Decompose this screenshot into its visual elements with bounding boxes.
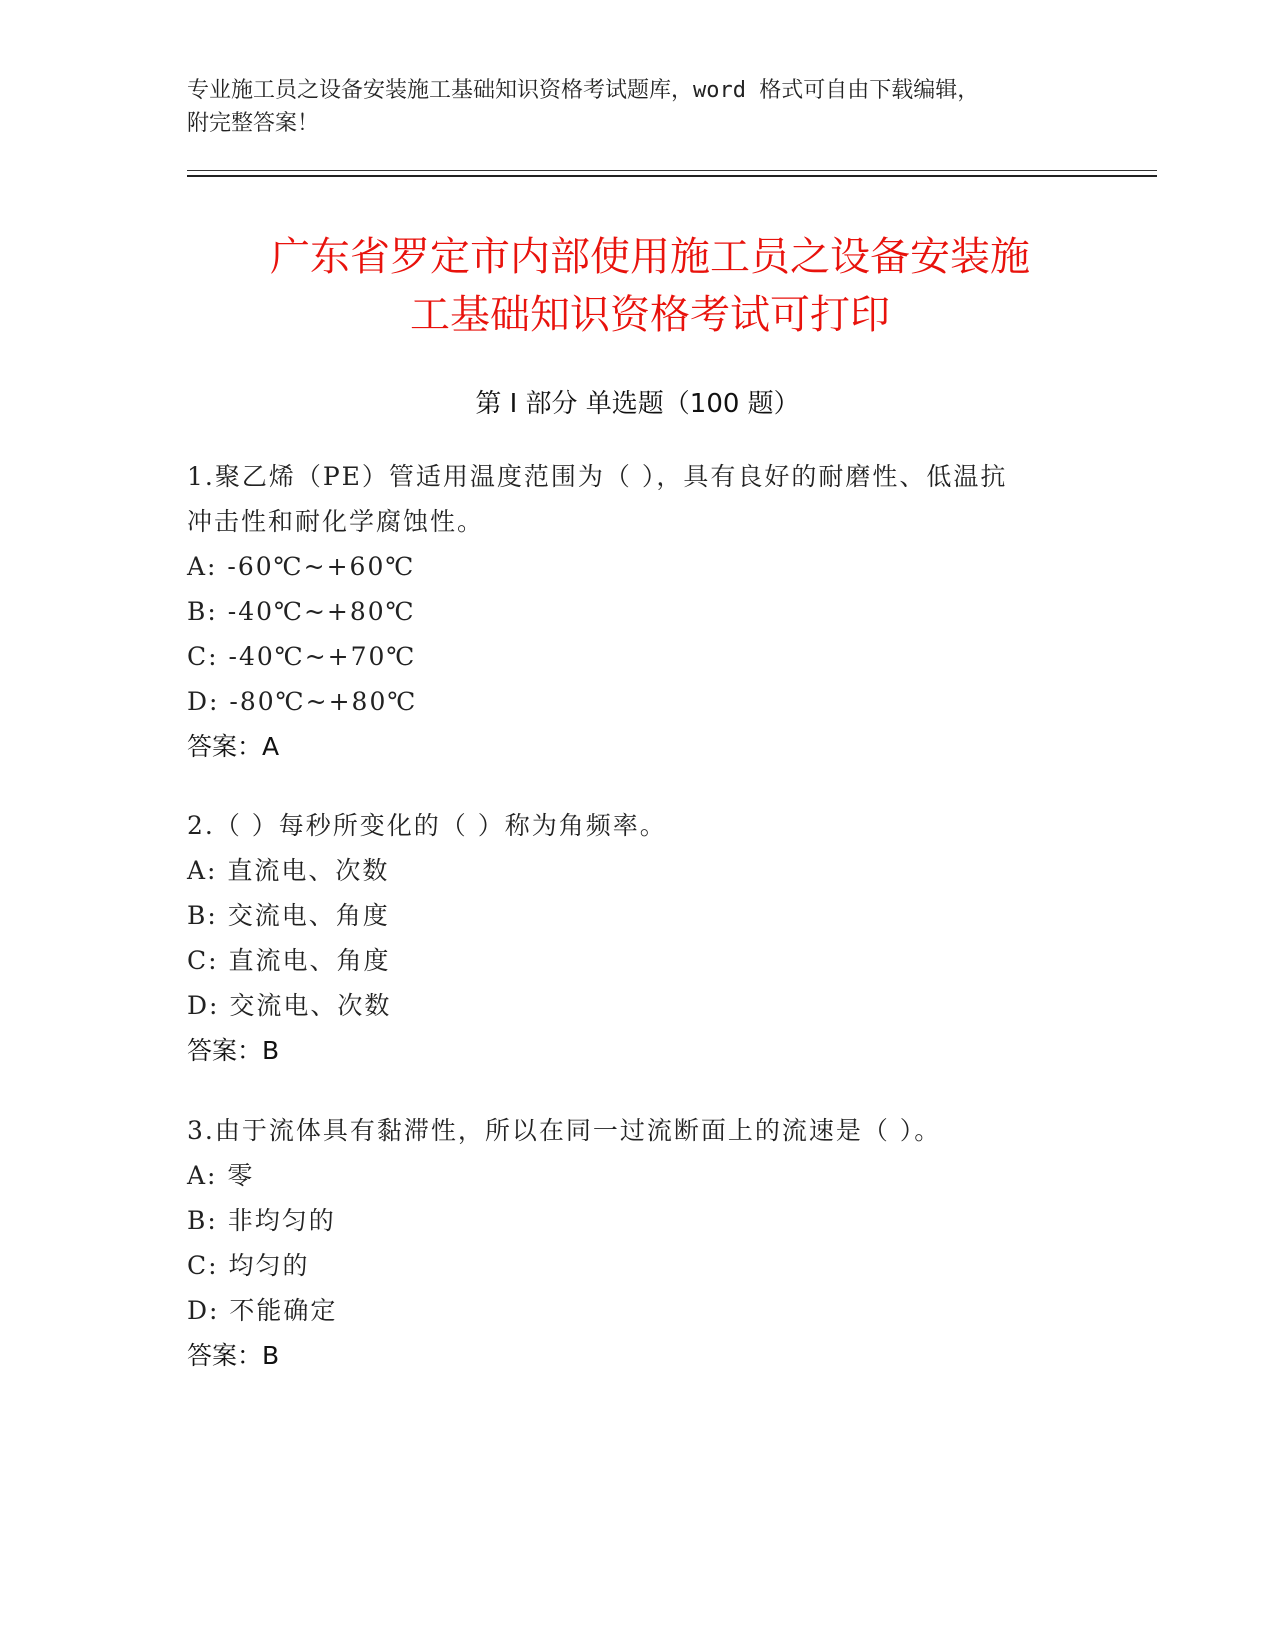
answer: 答案：A (187, 732, 280, 761)
question-text-line: 1.聚乙烯（PE）管适用温度范围为（ ），具有良好的耐磨性、低温抗 (187, 462, 1008, 491)
header-divider-bottom (187, 175, 1157, 177)
question-1 (187, 454, 1087, 769)
header-note (187, 74, 1067, 140)
question-text (187, 454, 1087, 544)
option-d: D: -80℃~+80℃ (187, 687, 418, 716)
question-text-line: 3.由于流体具有黏滞性，所以在同一过流断面上的流速是（ ）。 (187, 1116, 942, 1145)
question-text (187, 803, 1087, 848)
option-c: C: 直流电、角度 (187, 946, 391, 975)
option-c: C: 均匀的 (187, 1251, 310, 1280)
option-b: B: -40℃~+80℃ (187, 597, 416, 626)
option-b: B: 交流电、角度 (187, 901, 390, 930)
answer: 答案：B (187, 1341, 280, 1370)
question-text (187, 1108, 1087, 1153)
option-a: A: 零 (187, 1161, 255, 1190)
option-d: D: 不能确定 (187, 1296, 338, 1325)
answer: 答案：B (187, 1036, 280, 1065)
question-2 (187, 803, 1087, 1073)
question-text-line: 冲击性和耐化学腐蚀性。 (187, 507, 485, 536)
document-title-line: 工基础知识资格考试可打印 (410, 292, 890, 338)
question-3 (187, 1108, 1087, 1378)
option-a: A: -60℃~+60℃ (187, 552, 416, 581)
option-a: A: 直流电、次数 (187, 856, 390, 885)
header-note-line: 专业施工员之设备安装施工基础知识资格考试题库，word 格式可自由下载编辑， (187, 78, 980, 103)
section-title: 第 I 部分 单选题（100 题） (475, 389, 800, 419)
document-title-line: 广东省罗定市内部使用施工员之设备安装施 (270, 234, 1030, 280)
option-d: D: 交流电、次数 (187, 991, 392, 1020)
question-text-line: 2.（ ）每秒所变化的（ ）称为角频率。 (187, 811, 667, 840)
document-title (150, 228, 1150, 344)
option-b: B: 非均匀的 (187, 1206, 336, 1235)
header-divider-top (187, 170, 1157, 171)
header-note-line: 附完整答案！ (187, 111, 320, 136)
option-c: C: -40℃~+70℃ (187, 642, 417, 671)
